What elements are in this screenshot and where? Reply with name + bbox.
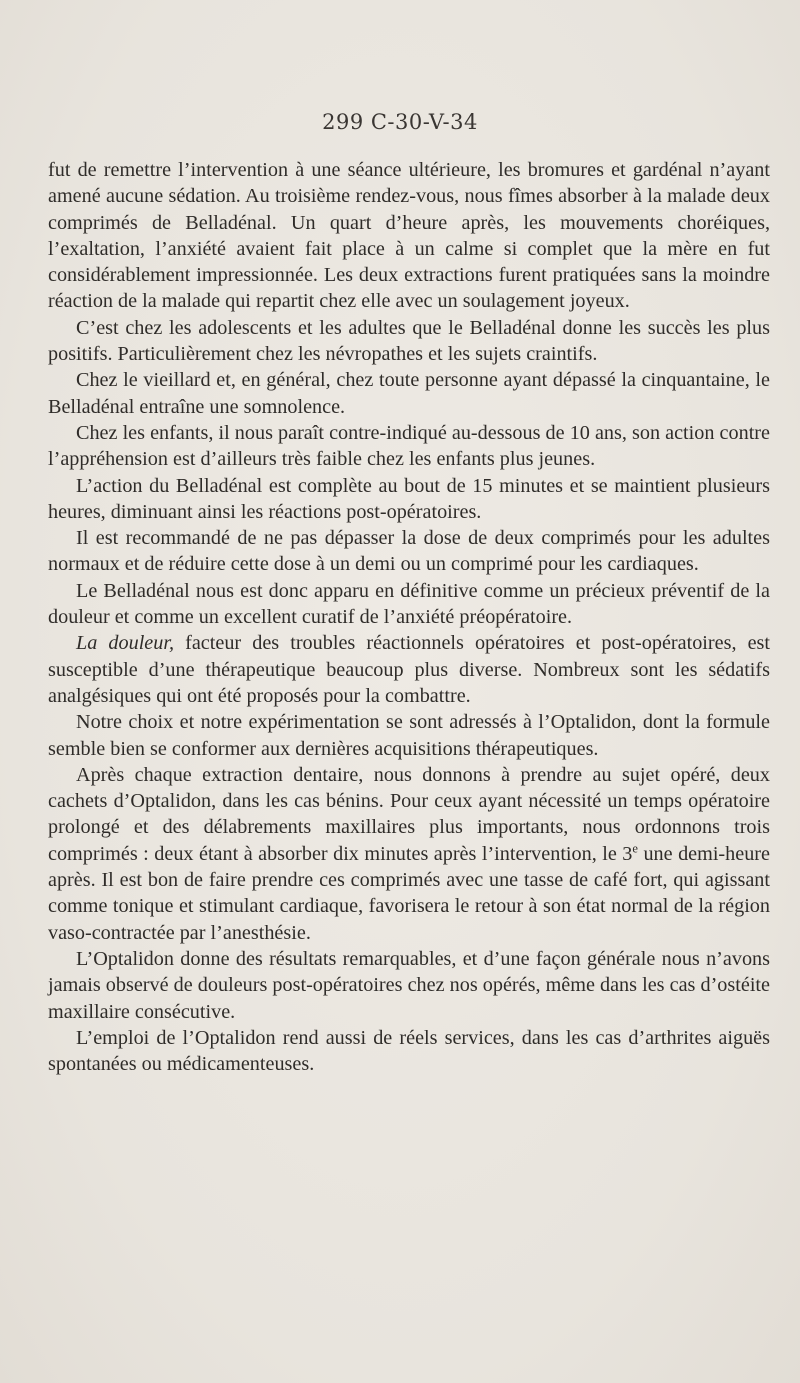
extraction-text-b: une demi-heure après. Il est bon de faire prendre ces comprimés avec une tasse de café fort, qui agissant comme tonique et stimulant cardiaque, favorisera le retour à son état normal de la région vaso-contractée par l’anesthésie. — [48, 842, 770, 944]
paragraph-continuation: fut de remettre l’intervention à une séance ultérieure, les bromures et gardénal n’ayant amené aucune sédation. Au troisième rendez-vous, nous fîmes absorber à la malade deux comprimés de Belladénal. Un quart d’heure après, les mouvements choréiques, l’exaltation, l’anxiété avaient fait place à un calme si complet que la mère en fut considérablement impressionnée. Les deux extractions furent pratiquées sans la moindre réaction de la malade qui repartit chez elle avec un soulagement joyeux. — [48, 159, 770, 313]
ordinal-superscript: e — [632, 840, 638, 855]
paragraph-douleur — [48, 630, 770, 709]
page-reference: 299 C-30-V-34 — [322, 110, 478, 134]
paragraph-optalidon-results: L’Optalidon donne des résultats remarquables, et d’une façon générale nous n’avons jamais observé de douleurs post-opératoires chez nos opérés, même dans les cas d’ostéite maxillaire consécutive. — [48, 947, 770, 1023]
douleur-text: facteur des troubles réactionnels opératoires et post-opératoires, est susceptible d’une thérapeutique beaucoup plus diverse. Nombreux sont les sédatifs analgésiques qui ont été proposés pour la combattre. — [48, 632, 771, 707]
paragraph-action: L’action du Belladénal est complète au bout de 15 minutes et se maintient plusieurs heures, diminuant ainsi les réactions post-opératoires. — [48, 474, 770, 523]
paragraph-extraction — [48, 762, 770, 946]
paragraph-vieillard: Chez le vieillard et, en général, chez toute personne ayant dépassé la cinquantaine, le Belladénal entraîne une somnolence. — [48, 369, 770, 418]
extraction-text-a: Après chaque extraction dentaire, nous donnons à prendre au sujet opéré, deux cachets d’Optalidon, dans les cas bénins. Pour ceux ayant nécessité un temps opératoire prolongé et des délabrements maxillaires plus importants, nous ordonnons trois comprimés : deux étant à absorber dix minutes après l’intervention, le 3 — [48, 763, 770, 865]
paragraph-enfants: Chez les enfants, il nous paraît contre-indiqué au-dessous de 10 ans, son action contre l’appréhension est d’ailleurs très faible chez les enfants plus jeunes. — [48, 421, 770, 471]
paragraph-conclusion-belladenal: Le Belladénal nous est donc apparu en définitive comme un précieux préventif de la douleur et comme un excellent curatif de l’anxiété préopératoire. — [48, 579, 770, 629]
paragraph-adolescents: C’est chez les adolescents et les adultes que le Belladénal donne les succès les plus positifs. Particulièrement chez les névropathes et les sujets craintifs. — [48, 316, 770, 366]
paragraph-arthrites: L’emploi de l’Optalidon rend aussi de réels services, dans les cas d’arthrites aiguës spontanées ou médicamenteuses. — [48, 1026, 770, 1076]
douleur-term: La douleur, — [76, 632, 175, 655]
paragraph-optalidon-choice: Notre choix et notre expérimentation se sont adressés à l’Optalidon, dont la formule semble bien se conformer aux dernières acquisitions thérapeutiques. — [48, 711, 770, 760]
paragraph-dose: Il est recommandé de ne pas dépasser la dose de deux comprimés pour les adultes normaux et de réduire cette dose à un demi ou un comprimé pour les cardiaques. — [48, 527, 770, 576]
body-text — [48, 157, 770, 1077]
